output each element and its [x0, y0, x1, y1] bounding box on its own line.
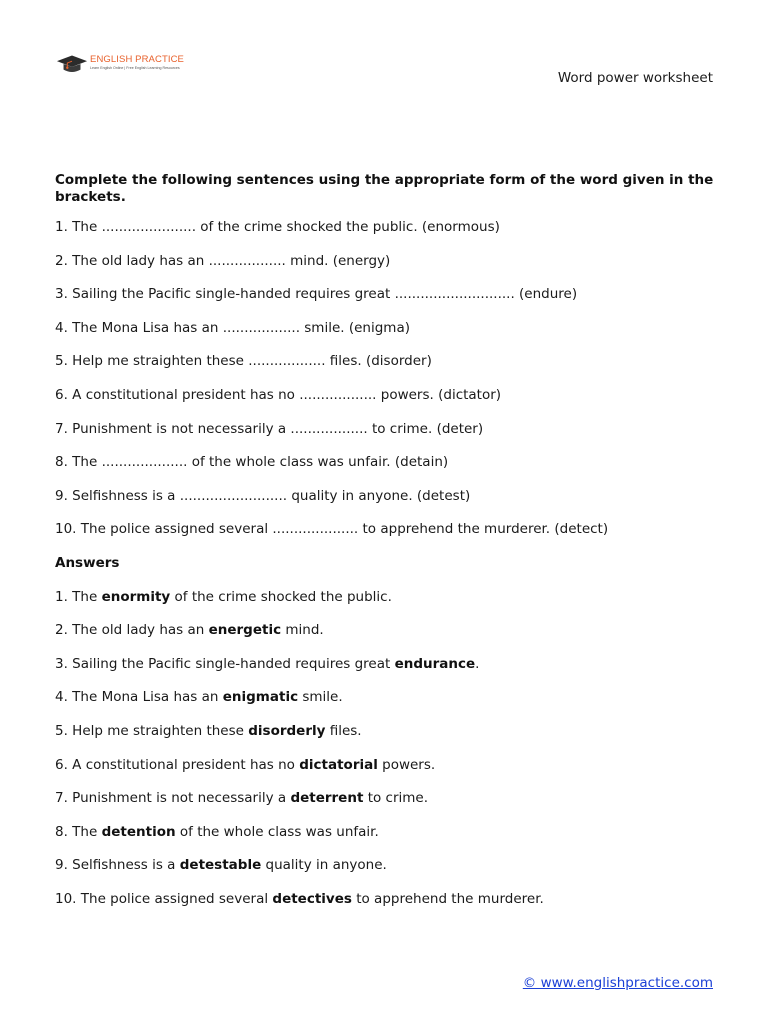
answer-prefix: 6. A constitutional president has no — [55, 756, 300, 773]
answer-prefix: 7. Punishment is not necessarily a — [55, 790, 291, 807]
answer-suffix: to crime. — [363, 790, 429, 807]
answer-suffix: . — [475, 655, 480, 672]
answer-prefix: 3. Sailing the Pacific single-handed requires great — [55, 655, 395, 672]
answer-prefix: 5. Help me straighten these — [55, 722, 249, 739]
answer-word: dictatorial — [299, 756, 378, 773]
answers-heading: Answers — [55, 554, 120, 571]
answer-word: enormity — [101, 588, 171, 605]
question-item: 6. A constitutional president has no .................. powers. (dictator) — [55, 386, 502, 403]
question-item: 7. Punishment is not necessarily a .................. to crime. (deter) — [55, 420, 484, 437]
answer-word: enigmatic — [222, 689, 299, 706]
logo-brand-text: ENGLISH PRACTICE — [90, 54, 184, 65]
answer-prefix: 1. The — [55, 588, 102, 605]
question-item: 8. The .................... of the whole class was unfair. (detain) — [55, 454, 449, 471]
answer-item — [55, 788, 715, 822]
logo-tagline: Learn English Online | Free English Learning Resources — [90, 65, 180, 70]
answer-suffix: files. — [325, 722, 362, 739]
graduation-cap-icon — [56, 52, 88, 76]
answer-prefix: 8. The — [55, 823, 102, 840]
answer-word: endurance — [394, 655, 476, 672]
question-item: 5. Help me straighten these .................. files. (disorder) — [55, 353, 432, 370]
question-item: 10. The police assigned several .................... to apprehend the murderer. (detect) — [55, 521, 609, 538]
answer-suffix: of the whole class was unfair. — [175, 823, 379, 840]
answer-item — [55, 721, 715, 755]
answer-item — [55, 822, 715, 856]
answer-item — [55, 587, 715, 621]
question-item: 2. The old lady has an .................. mind. (energy) — [55, 252, 391, 269]
brand-logo — [56, 52, 184, 76]
answer-item — [55, 889, 715, 923]
answer-suffix: powers. — [377, 756, 436, 773]
question-item: 4. The Mona Lisa has an .................. smile. (enigma) — [55, 319, 410, 336]
answer-item — [55, 855, 715, 889]
question-item: 9. Selfishness is a ......................... quality in anyone. (detest) — [55, 487, 471, 504]
answer-item — [55, 620, 715, 654]
answer-suffix: of the crime shocked the public. — [170, 588, 392, 605]
answer-prefix: 10. The police assigned several — [55, 890, 273, 907]
answer-suffix: mind. — [281, 622, 324, 639]
answer-suffix: quality in anyone. — [261, 857, 387, 874]
worksheet-content — [55, 172, 715, 922]
answer-word: detectives — [272, 890, 352, 907]
question-item: 3. Sailing the Pacific single-handed requires great ............................ (endure) — [55, 286, 578, 303]
answer-word: detestable — [179, 857, 262, 874]
answer-item — [55, 755, 715, 789]
answer-word: energetic — [208, 622, 282, 639]
answer-suffix: to apprehend the murderer. — [351, 890, 544, 907]
answer-suffix: smile. — [298, 689, 343, 706]
answer-word: detention — [101, 823, 176, 840]
answer-word: disorderly — [248, 722, 326, 739]
answer-prefix: 4. The Mona Lisa has an — [55, 689, 223, 706]
answer-list — [55, 587, 715, 923]
answer-word: deterrent — [290, 790, 364, 807]
worksheet-title: Word power worksheet — [557, 70, 713, 86]
answer-prefix: 2. The old lady has an — [55, 622, 209, 639]
answer-prefix: 9. Selfishness is a — [55, 857, 180, 874]
question-item: 1. The ...................... of the crime shocked the public. (enormous) — [55, 219, 500, 235]
answer-item — [55, 654, 715, 688]
question-list — [55, 217, 715, 553]
instructions: Complete the following sentences using the appropriate form of the word given in the brackets. — [55, 172, 714, 205]
answer-item — [55, 687, 715, 721]
footer-website-link[interactable]: © www.englishpractice.com — [522, 975, 713, 991]
